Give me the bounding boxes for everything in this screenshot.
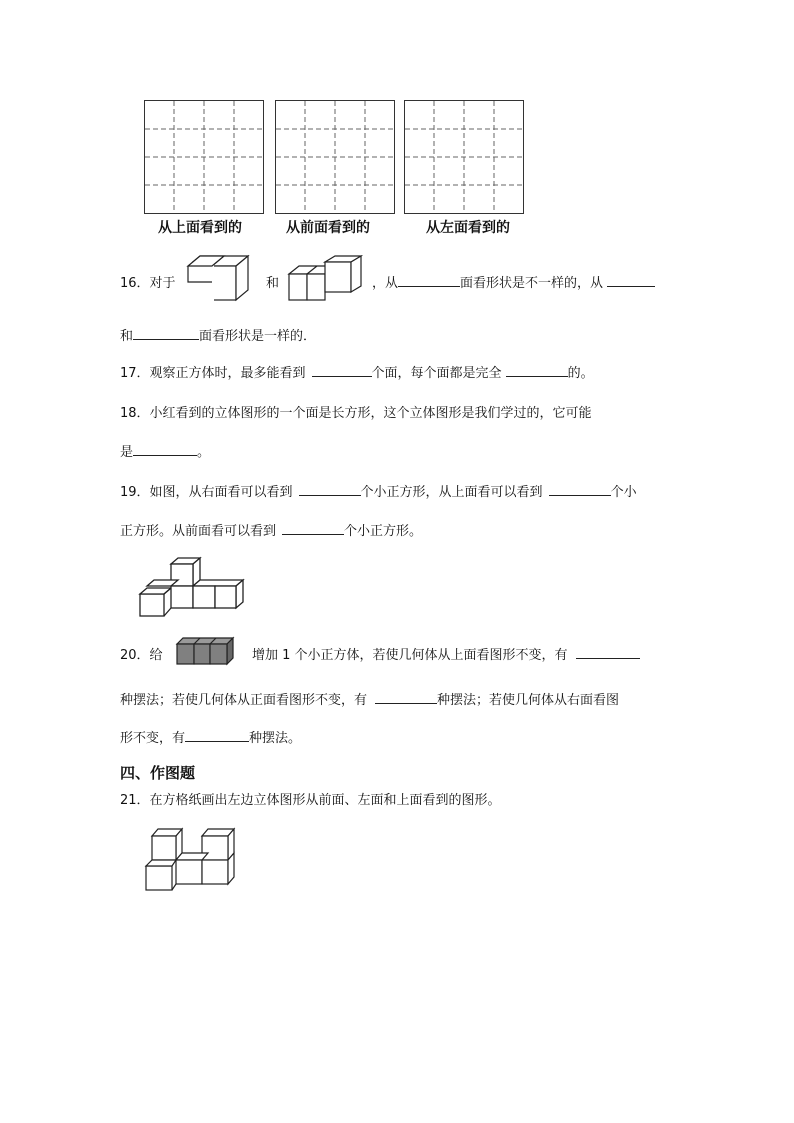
q16-text-2: 面看形状是不一样的，从 [460, 276, 604, 291]
q16-number: 16．对于 [120, 276, 176, 291]
grid-left-lines [405, 101, 523, 213]
q19-line2-tail: 个小正方形。 [344, 524, 423, 539]
q18-blank[interactable] [133, 443, 197, 456]
q16-from: ，从 [372, 276, 399, 291]
q17-blank-2[interactable] [506, 364, 568, 377]
grid-top-lines [145, 101, 263, 213]
q19-line2-head: 正方形。从前面看可以看到 [120, 524, 277, 539]
q20-num: 20．给 [120, 648, 163, 663]
q17-text-1: 17．观察正方体时，最多能看到 [120, 366, 306, 381]
q16-blank-2[interactable] [607, 274, 655, 287]
q20-line3-tail: 种摆法。 [249, 731, 302, 746]
q20-line3-head: 形不变，有 [120, 731, 186, 746]
q19-line1 [120, 481, 637, 500]
q20-line2 [120, 689, 619, 708]
q16-line2-tail: 面看形状是一样的． [199, 329, 317, 344]
q16-figure-b [287, 252, 367, 304]
q19-blank-3[interactable] [282, 522, 344, 535]
q16-blank-3[interactable] [133, 327, 199, 340]
grid-front-label: 从前面看到的 [286, 220, 370, 236]
q19-text-1: 19．如图，从右面看可以看到 [120, 485, 293, 500]
q21-text: 21．在方格纸画出左边立体图形从前面、左面和上面看到的图形。 [120, 793, 501, 808]
grid-front-lines [276, 101, 394, 213]
grid-front-view [275, 100, 395, 214]
q16-figure-a [186, 252, 256, 304]
q18-line1: 18．小红看到的立体图形的一个面是长方形，这个立体图形是我们学过的，它可能 [120, 406, 592, 421]
q19-cube-figure [138, 556, 254, 620]
q17-blank-1[interactable] [312, 364, 372, 377]
q20-line2-a: 种摆法；若使几何体从正面看图形不变，有 [120, 693, 368, 708]
q16-line2 [120, 325, 316, 344]
q19-text-2: 个小正方形，从上面看可以看到 [360, 485, 543, 500]
q20-blank-3[interactable] [185, 729, 249, 742]
grid-left-view [404, 100, 524, 214]
q17-text-3: 的。 [567, 366, 594, 381]
q19-text-3: 个小 [610, 485, 637, 500]
section-4-title: 四、作图题 [120, 764, 196, 782]
q16-line1-rest [372, 272, 655, 291]
q21-cube-figure [144, 826, 244, 894]
q20-blank-1[interactable] [576, 646, 640, 659]
q19-line2 [120, 520, 422, 539]
q20-line2-b: 种摆法；若使几何体从右面看图 [437, 693, 620, 708]
grid-top-label: 从上面看到的 [158, 220, 242, 236]
q17-text-2: 个面，每个面都是完全 [371, 366, 502, 381]
q20-line1-rest [252, 644, 640, 663]
q17-line [120, 362, 594, 381]
q19-blank-2[interactable] [549, 483, 611, 496]
q16-line1 [120, 272, 176, 291]
q16-and: 和 [266, 276, 280, 291]
q18-line2-tail: 。 [197, 445, 211, 460]
q18-line2 [120, 441, 210, 460]
grid-top-view [144, 100, 264, 214]
grid-left-label: 从左面看到的 [426, 220, 510, 236]
q16-blank-1[interactable] [398, 274, 460, 287]
q18-line2-head: 是 [120, 445, 134, 460]
q20-blank-2[interactable] [375, 691, 437, 704]
q19-blank-1[interactable] [299, 483, 361, 496]
q20-text-1: 增加 1 个小正方体，若使几何体从上面看图形不变，有 [252, 648, 568, 663]
q20-line3 [120, 727, 301, 746]
q16-line2-and: 和 [120, 329, 134, 344]
q20-gray-cubes [175, 636, 237, 666]
